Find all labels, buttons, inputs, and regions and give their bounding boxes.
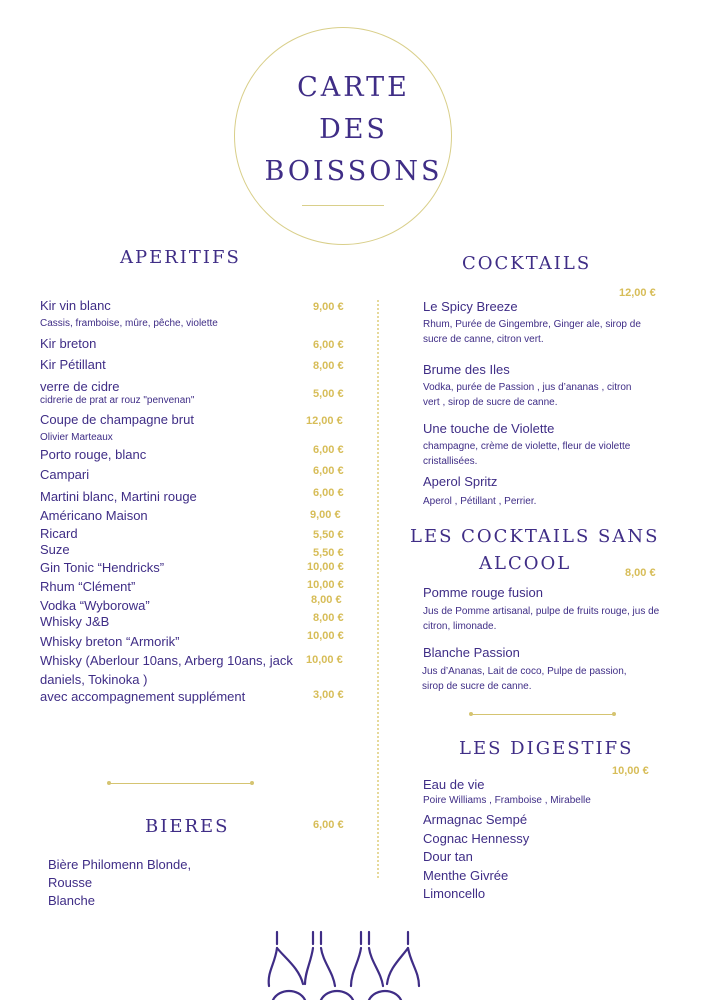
aperitif-item-name: Whisky J&B bbox=[40, 614, 110, 629]
mocktail-item-name: Pomme rouge fusion bbox=[423, 585, 543, 600]
aperitif-item-price: 9,00 € bbox=[313, 301, 344, 313]
aperitif-item-desc: cidrerie de prat ar rouz "penvenan" bbox=[40, 395, 195, 406]
digestif-item-desc: Poire Williams , Framboise , Mirabelle bbox=[423, 795, 591, 806]
aperitif-item-price: 10,00 € bbox=[306, 654, 343, 666]
aperitif-item-price: 8,00 € bbox=[313, 612, 344, 624]
aperitif-item-name: Whisky (Aberlour 10ans, Arberg 10ans, jack daniels, Tokinoka ) bbox=[40, 653, 293, 687]
biere-item: Bière Philomenn Blonde, bbox=[48, 857, 192, 872]
column-divider bbox=[377, 300, 379, 878]
cocktail-item-desc: Vodka, purée de Passion , jus d’ananas , citron vert , sirop de sucre de canne. bbox=[423, 382, 632, 408]
aperitif-item-name: Ricard bbox=[40, 526, 78, 541]
biere-item: Blanche bbox=[48, 893, 95, 908]
aperitif-item-name: Coupe de champagne brut bbox=[40, 412, 194, 427]
mocktail-item-desc: Jus d’Ananas, Lait de coco, Pulpe de passion, sirop de sucre de canne. bbox=[422, 666, 627, 692]
bieres-heading: BIERES bbox=[145, 816, 230, 837]
aperitifs-heading: APERITIFS bbox=[120, 247, 241, 268]
biere-item: Rousse bbox=[48, 875, 93, 890]
page-title-line-2: DES bbox=[319, 114, 388, 145]
aperitif-item-price: 12,00 € bbox=[306, 415, 343, 427]
title-underline bbox=[302, 205, 384, 206]
cocktail-item-desc: Aperol , Pétillant , Perrier. bbox=[423, 496, 537, 507]
digestif-item-name: Limoncello bbox=[423, 886, 486, 901]
digestif-item-name: Dour tan bbox=[423, 849, 473, 864]
aperitif-item-name: Vodka “Wyborowa” bbox=[40, 598, 150, 613]
aperitif-item-price: 5,50 € bbox=[313, 547, 344, 559]
aperitif-item-name: Martini blanc, Martini rouge bbox=[40, 489, 197, 504]
cocktail-item-name: Brume des Iles bbox=[423, 362, 510, 377]
cocktails-sans-alcool-price: 8,00 € bbox=[625, 567, 656, 579]
aperitif-item-price: 8,00 € bbox=[311, 594, 342, 606]
page-title-line-3: BOISSONS bbox=[264, 156, 443, 187]
page-title-line-1: CARTE bbox=[297, 72, 410, 103]
digestifs-price: 10,00 € bbox=[612, 765, 649, 777]
aperitif-item-desc: Olivier Marteaux bbox=[40, 432, 113, 443]
aperitif-item-name: verre de cidre bbox=[40, 379, 120, 394]
aperitif-item-name: Rhum “Clément” bbox=[40, 579, 136, 594]
aperitif-item-price: 6,00 € bbox=[313, 339, 344, 351]
cocktail-item-desc: champagne, crème de violette, fleur de violette cristallisées. bbox=[423, 441, 631, 467]
aperitif-item-price: 6,00 € bbox=[313, 465, 344, 477]
section-divider-dot bbox=[250, 781, 254, 785]
aperitif-item-price: 5,00 € bbox=[313, 388, 344, 400]
cocktails-sans-alcool-heading-line-1: LES COCKTAILS SANS bbox=[410, 526, 660, 547]
aperitif-item-name: avec accompagnement supplément bbox=[40, 689, 246, 704]
aperitif-item-name: Porto rouge, blanc bbox=[40, 447, 147, 462]
digestif-item-name: Menthe Givrée bbox=[423, 868, 509, 883]
aperitif-item-price: 5,50 € bbox=[313, 529, 344, 541]
section-divider-dot bbox=[612, 712, 616, 716]
aperitif-item-desc: Cassis, framboise, mûre, pêche, violette bbox=[40, 318, 218, 329]
aperitif-item-name: Kir Pétillant bbox=[40, 357, 106, 372]
aperitif-item-price: 9,00 € bbox=[310, 509, 341, 521]
mocktail-item-desc: Jus de Pomme artisanal, pulpe de fruits rouge, jus de citron, limonade. bbox=[423, 606, 660, 632]
cocktails-sans-alcool-heading-line-2: ALCOOL bbox=[479, 553, 572, 574]
aperitif-item-price: 6,00 € bbox=[313, 444, 344, 456]
cocktails-heading: COCKTAILS bbox=[462, 253, 592, 274]
digestif-item-name: Cognac Hennessy bbox=[423, 831, 530, 846]
aperitif-item-price: 6,00 € bbox=[313, 487, 344, 499]
aperitif-item-price: 10,00 € bbox=[307, 579, 344, 591]
aperitif-item-price: 10,00 € bbox=[307, 630, 344, 642]
digestif-item-name: Eau de vie bbox=[423, 777, 485, 792]
aperitif-item-name: Gin Tonic “Hendricks” bbox=[40, 560, 165, 575]
cocktail-item-name: Une touche de Violette bbox=[423, 421, 555, 436]
cocktail-item-name: Le Spicy Breeze bbox=[423, 299, 518, 314]
aperitif-item-name: Américano Maison bbox=[40, 508, 148, 523]
cocktails-price: 12,00 € bbox=[619, 287, 656, 299]
cocktail-item-name: Aperol Spritz bbox=[423, 474, 498, 489]
aperitif-item-name: Kir breton bbox=[40, 336, 97, 351]
aperitif-item-name: Suze bbox=[40, 542, 70, 557]
digestif-item-name: Armagnac Sempé bbox=[423, 812, 528, 827]
section-divider-dot bbox=[469, 712, 473, 716]
aperitif-item-price: 8,00 € bbox=[313, 360, 344, 372]
aperitif-item-name: Whisky breton “Armorik” bbox=[40, 634, 180, 649]
digestifs-heading: LES DIGESTIFS bbox=[459, 738, 634, 759]
aperitif-item-name: Campari bbox=[40, 467, 90, 482]
wine-glasses-icon bbox=[265, 928, 425, 1000]
aperitif-item-name: Kir vin blanc bbox=[40, 298, 111, 313]
mocktail-item-name: Blanche Passion bbox=[423, 645, 520, 660]
section-divider bbox=[110, 783, 252, 784]
cocktail-item-desc: Rhum, Purée de Gingembre, Ginger ale, sirop de sucre de canne, citron vert. bbox=[423, 319, 641, 345]
section-divider bbox=[472, 714, 614, 715]
aperitif-item-price: 10,00 € bbox=[307, 561, 344, 573]
aperitif-item-price: 3,00 € bbox=[313, 689, 344, 701]
bieres-price: 6,00 € bbox=[313, 819, 344, 831]
section-divider-dot bbox=[107, 781, 111, 785]
